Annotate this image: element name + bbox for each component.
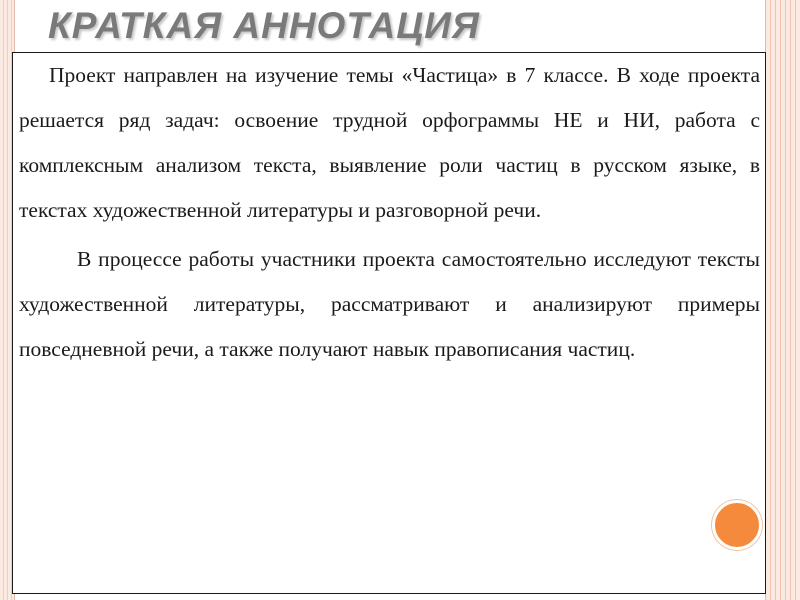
- paragraph-2: В процессе работы участники проекта самостоятельно исследуют тексты художественной литературы, рассматривают и анализируют примеры повседневной речи, а также получают навык правописания частиц.: [19, 247, 760, 361]
- annotation-text: [19, 53, 760, 372]
- right-decorative-border: [765, 0, 800, 600]
- orange-circle-decoration: [712, 500, 762, 550]
- annotation-text-box: [12, 52, 766, 594]
- paragraph-1: Проект направлен на изучение темы «Частица» в 7 классе. В ходе проекта решается ряд задач: освоение трудной орфограммы НЕ и НИ, работа с комплексным анализом текста, выявление роли частиц в русском языке, в текстах художественной литературы и разговорной речи.: [19, 63, 760, 222]
- slide-title: КРАТКАЯ АННОТАЦИЯ: [48, 5, 480, 46]
